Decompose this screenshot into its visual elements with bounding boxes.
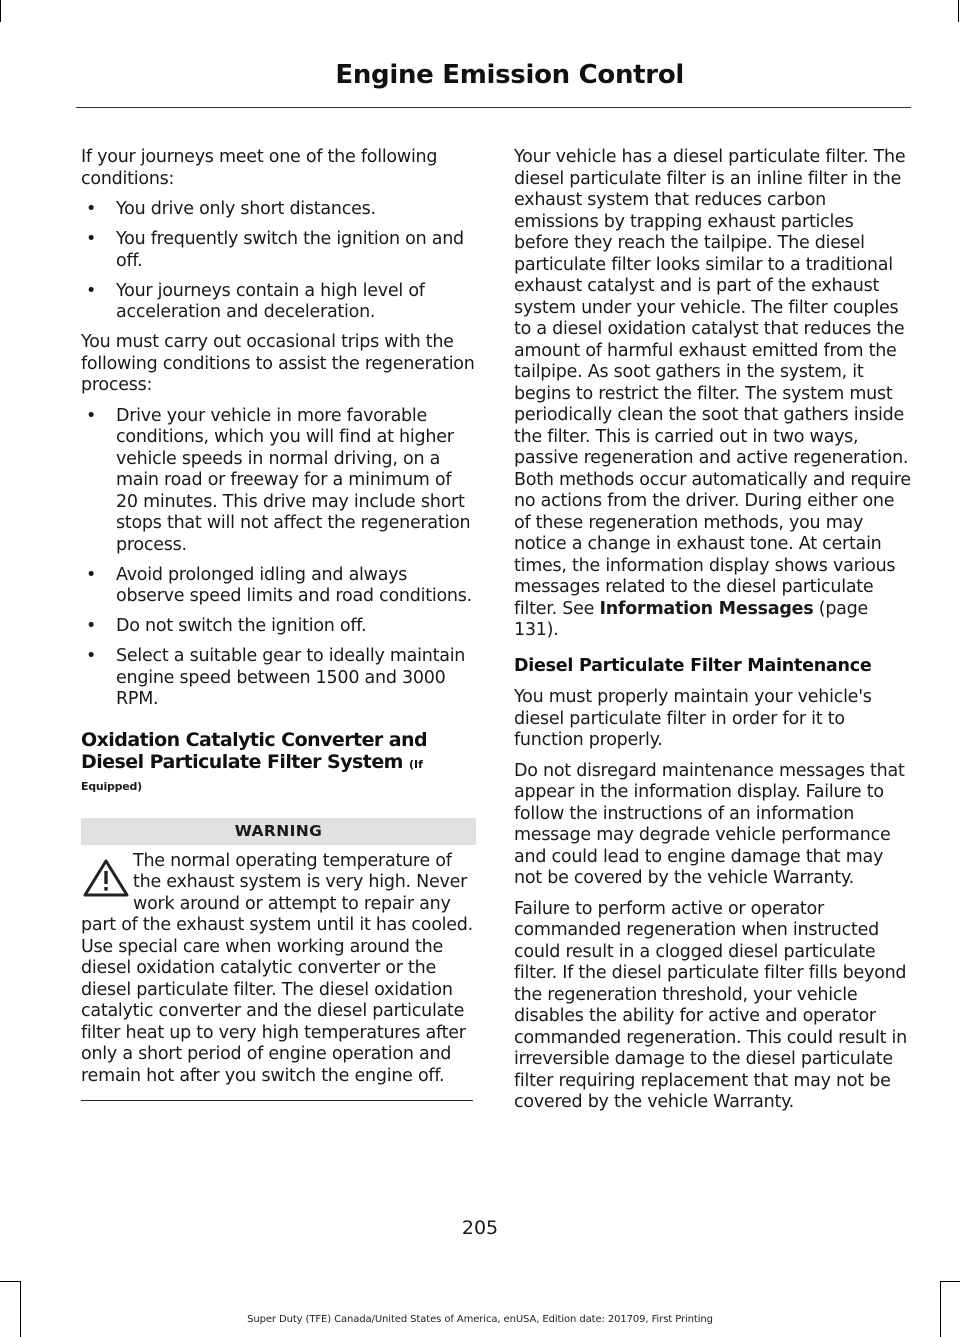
bullet-icon: • xyxy=(86,646,97,666)
warning-text: The normal operating temperature of the exhaust system is very high. Never work around or attempt to repair any part of the exhaust system until it has cooled. Use special care when working around the diesel oxidation catalytic converter or the diesel particulate filter. The diesel oxidation catalytic converter and the diesel particulate filter heat up to very high temperatures after only a short period of engine operation and remain hot after you switch the engine off. xyxy=(81,850,473,1086)
warning-rule xyxy=(81,1100,473,1101)
bullet-icon: • xyxy=(86,405,97,426)
crop-mark-bottom-right-h xyxy=(940,1281,960,1282)
page-title: Engine Emission Control xyxy=(335,60,684,90)
list-item: • Your journeys contain a high level of acceleration and deceleration. xyxy=(86,280,425,322)
page-number: 205 xyxy=(461,1217,499,1239)
dpf-maintenance-heading: Diesel Particulate Filter Maintenance xyxy=(514,655,872,676)
conditions-intro: If your journeys meet one of the following conditions: xyxy=(81,147,438,189)
section-heading-suffix: (If xyxy=(408,757,423,771)
list-item: • Drive your vehicle in more favorable conditions, which you will find at higher vehicle speeds in normal driving, on a main road or freeway for a minimum of 20 minutes. This drive may include short stops that will not affect the regeneration process. xyxy=(86,405,471,555)
list-item: • Do not switch the ignition off. xyxy=(86,616,367,636)
maintenance-para-1: You must properly maintain your vehicle's diesel particulate filter in order for it to function properly. xyxy=(514,687,872,750)
right-column xyxy=(514,147,911,1123)
bullet-icon: • xyxy=(86,229,97,249)
crop-mark-bottom-right xyxy=(940,1281,941,1337)
crop-mark-bottom-left xyxy=(20,1281,21,1337)
header-rule xyxy=(76,107,911,108)
bullet-icon: • xyxy=(86,616,97,636)
trip-conditions-list xyxy=(81,406,476,711)
warning-body xyxy=(81,851,476,1088)
footer-edition-info: Super Duty (TFE) Canada/United States of America, enUSA, Edition date: 201709, First Printing xyxy=(247,1314,713,1325)
section-heading: Oxidation Catalytic Converter and Diesel Particulate Filter System (If xyxy=(81,728,428,773)
list-item: • You drive only short distances. xyxy=(86,199,376,219)
crop-mark-top-right xyxy=(958,0,959,22)
crop-mark-top-left xyxy=(0,0,1,22)
bullet-icon: • xyxy=(86,199,97,219)
maintenance-para-2: Do not disregard maintenance messages that appear in the information display. Failure to follow the instructions of an information message may degrade vehicle performance and could lead to engine damage that may not be covered by the vehicle Warranty. xyxy=(514,760,905,888)
list-item: • You frequently switch the ignition on and off. xyxy=(86,229,464,271)
page-reference: (page 131). xyxy=(514,598,869,640)
crop-mark-bottom-left-h xyxy=(0,1281,20,1282)
conditions-list xyxy=(81,199,476,324)
information-messages-link[interactable]: Information Messages xyxy=(599,598,814,619)
left-column xyxy=(81,147,476,1101)
bullet-icon: • xyxy=(86,564,97,585)
warning-label: WARNING xyxy=(81,818,476,845)
trips-intro: You must carry out occasional trips with the following conditions to assist the regeneration process: xyxy=(81,332,475,395)
list-item: • Avoid prolonged idling and always observe speed limits and road conditions. xyxy=(86,564,472,606)
maintenance-para-3: Failure to perform active or operator commanded regeneration when instructed could result in a clogged diesel particulate filter. If the diesel particulate filter fills beyond the regeneration threshold, your vehicle disables the ability for active and operator commanded regeneration. This could result in irreversible damage to the diesel particulate filter requiring replacement that may not be covered by the vehicle Warranty. xyxy=(514,898,907,1112)
section-heading-equipped: Equipped) xyxy=(81,779,142,793)
bullet-icon: • xyxy=(86,280,97,301)
warning-triangle-icon xyxy=(82,858,130,898)
list-item: • Select a suitable gear to ideally maintain engine speed between 1500 and 3000 RPM. xyxy=(86,646,466,709)
dpf-description: Your vehicle has a diesel particulate filter. The diesel particulate filter is an inline filter in the exhaust system that reduces carbon emissions by trapping exhaust particles before they reach the tailpipe. The diesel particulate filter looks similar to a traditional exhaust catalyst and is part of the exhaust system under your vehicle. The filter couples to a diesel oxidation catalyst that reduces the amount of harmful exhaust emitted from the tailpipe. As soot gathers in the system, it begins to restrict the filter. The system must periodically clean the soot that gathers inside the filter. This is carried out in two ways, passive regeneration and active regeneration. Both methods occur automatically and require no actions from the driver. During either one of these regeneration methods, you may notice a change in exhaust tone. At certain times, the information display shows various messages related to the diesel particulate filter. See Information Messages (page 131). xyxy=(514,147,911,640)
